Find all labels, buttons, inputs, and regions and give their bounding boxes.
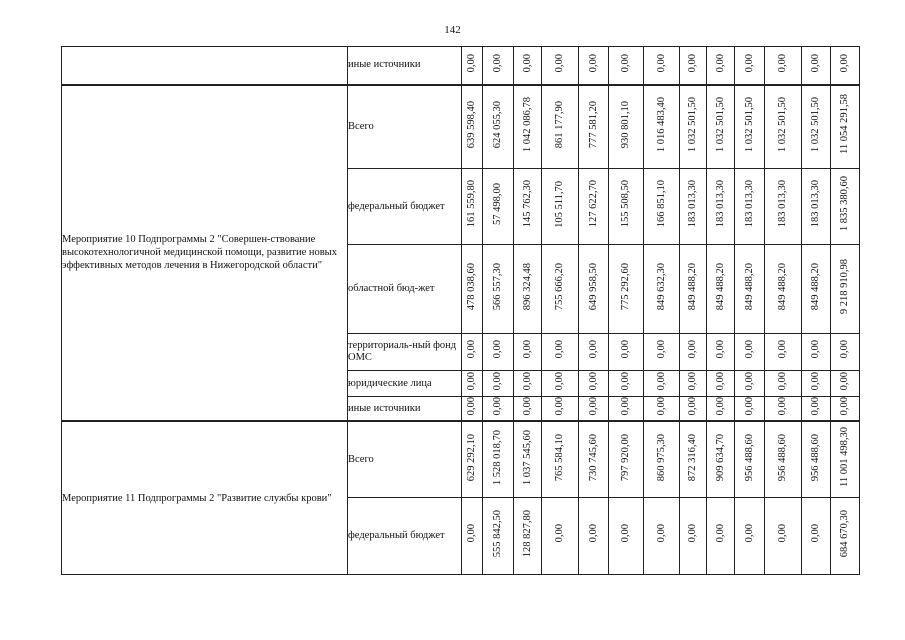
value-cell	[579, 85, 609, 169]
value-text: 0,00	[521, 340, 533, 359]
funding-source-cell	[348, 334, 462, 371]
value-text: 849 488,20	[714, 262, 726, 311]
value-cell	[579, 371, 609, 397]
value-text: 0,00	[777, 53, 788, 72]
value-cell	[765, 47, 802, 85]
value-cell	[680, 334, 707, 371]
value-cell	[831, 169, 860, 245]
value-text: 0,00	[839, 340, 850, 359]
value-text: 0,00	[655, 340, 667, 359]
value-text: 624 055,30	[492, 100, 503, 148]
value-text: 0,00	[554, 340, 565, 359]
value-text: 183 013,30	[777, 180, 788, 228]
value-text: 956 488,60	[777, 433, 788, 481]
value-text: 0,00	[521, 371, 533, 391]
funding-source-cell	[348, 245, 462, 334]
value-text: 1 042 086,78	[521, 96, 533, 152]
value-text: 0,00	[655, 397, 667, 416]
value-text: 0,00	[587, 340, 599, 359]
measure-title-cell	[62, 421, 348, 574]
value-text: 1 528 018,70	[492, 429, 503, 485]
value-cell	[831, 497, 860, 574]
funding-source-label: иные источники	[348, 59, 421, 71]
measure-title: Мероприятие 10 Подпрограммы 2 "Совершен-ствование высокотехнологичной медицинской помощи, развитие новых эффективных методов лечения в Нижегородской области"	[62, 234, 337, 272]
value-cell	[462, 245, 483, 334]
value-text: 1 032 501,50	[687, 96, 698, 152]
value-cell	[735, 497, 765, 574]
value-text: 1 032 501,50	[810, 96, 821, 152]
value-cell	[831, 397, 860, 422]
value-text: 684 670,30	[839, 509, 850, 557]
value-cell	[483, 169, 514, 245]
value-cell	[609, 245, 644, 334]
value-text: 155 508,50	[620, 180, 631, 228]
value-cell	[802, 371, 831, 397]
value-cell	[579, 47, 609, 85]
value-cell	[609, 497, 644, 574]
value-text: 1 835 380,60	[839, 176, 850, 232]
value-cell	[735, 47, 765, 85]
value-text: 183 013,30	[714, 180, 726, 228]
value-cell	[579, 334, 609, 371]
value-text: 0,00	[466, 397, 477, 416]
value-cell	[644, 421, 680, 497]
value-text: 849 488,20	[687, 262, 698, 311]
value-text: 166 851,10	[655, 180, 667, 228]
value-cell	[831, 334, 860, 371]
value-text: 555 842,50	[492, 509, 503, 557]
value-cell	[514, 397, 542, 422]
value-cell	[462, 334, 483, 371]
funding-source-label: иные источники	[348, 402, 421, 414]
value-cell	[707, 497, 735, 574]
value-text: 0,00	[839, 371, 850, 391]
value-cell	[802, 497, 831, 574]
value-cell	[462, 371, 483, 397]
funding-source-label: территориаль-ный фонд ОМС	[348, 340, 457, 363]
value-text: 861 177,90	[554, 100, 565, 148]
value-cell	[707, 421, 735, 497]
value-cell	[735, 245, 765, 334]
value-text: 127 622,70	[587, 180, 599, 228]
value-text: 183 013,30	[687, 180, 698, 228]
funding-source-label: федеральный бюджет	[348, 529, 445, 541]
value-cell	[735, 85, 765, 169]
value-cell	[707, 334, 735, 371]
value-cell	[765, 169, 802, 245]
value-cell	[483, 497, 514, 574]
value-text: 0,00	[655, 371, 667, 391]
value-cell	[765, 85, 802, 169]
value-cell	[707, 169, 735, 245]
value-cell	[514, 421, 542, 497]
value-text: 0,00	[810, 397, 821, 416]
value-text: 872 316,40	[687, 433, 698, 481]
value-text: 797 920,00	[620, 433, 631, 481]
value-cell	[542, 85, 579, 169]
value-text: 11 054 291,58	[839, 94, 850, 155]
value-cell	[831, 85, 860, 169]
value-text: 849 488,20	[810, 262, 821, 311]
funding-source-cell	[348, 47, 462, 85]
value-cell	[483, 397, 514, 422]
value-cell	[831, 371, 860, 397]
value-cell	[802, 85, 831, 169]
value-cell	[680, 371, 707, 397]
value-text: 0,00	[777, 524, 788, 543]
value-text: 0,00	[620, 340, 631, 359]
value-cell	[483, 421, 514, 497]
value-cell	[514, 334, 542, 371]
value-text: 765 584,10	[554, 433, 565, 481]
value-text: 0,00	[492, 340, 503, 359]
value-cell	[831, 245, 860, 334]
value-cell	[609, 85, 644, 169]
value-text: 1 032 501,50	[714, 96, 726, 152]
value-text: 0,00	[521, 53, 533, 72]
value-text: 11 001 498,30	[839, 427, 850, 488]
value-cell	[644, 85, 680, 169]
value-text: 0,00	[655, 524, 667, 543]
value-cell	[680, 421, 707, 497]
value-cell	[735, 397, 765, 422]
value-cell	[644, 169, 680, 245]
value-cell	[462, 497, 483, 574]
value-cell	[802, 245, 831, 334]
value-cell	[462, 397, 483, 422]
value-text: 0,00	[714, 340, 726, 359]
value-cell	[542, 371, 579, 397]
value-cell	[735, 334, 765, 371]
value-text: 0,00	[810, 524, 821, 543]
value-cell	[609, 421, 644, 497]
value-cell	[483, 245, 514, 334]
value-text: 0,00	[714, 371, 726, 391]
value-text: 860 975,30	[655, 433, 667, 481]
value-text: 0,00	[620, 371, 631, 391]
value-cell	[644, 397, 680, 422]
value-text: 0,00	[655, 53, 667, 72]
value-cell	[609, 169, 644, 245]
value-text: 0,00	[777, 340, 788, 359]
funding-source-cell	[348, 397, 462, 422]
value-cell	[644, 334, 680, 371]
value-cell	[707, 397, 735, 422]
value-text: 0,00	[554, 371, 565, 391]
value-text: 9 218 910,98	[839, 258, 850, 315]
funding-source-cell	[348, 371, 462, 397]
value-text: 0,00	[777, 397, 788, 416]
value-cell	[765, 245, 802, 334]
value-cell	[831, 47, 860, 85]
value-text: 57 498,00	[492, 183, 503, 225]
value-cell	[609, 334, 644, 371]
value-text: 0,00	[743, 340, 755, 359]
value-text: 1 037 545,60	[521, 429, 533, 485]
table-row	[62, 47, 860, 85]
value-text: 0,00	[587, 371, 599, 391]
funding-source-label: федеральный бюджет	[348, 200, 445, 212]
value-cell	[542, 397, 579, 422]
value-text: 1 032 501,50	[743, 96, 755, 152]
value-text: 183 013,30	[810, 180, 821, 228]
value-cell	[579, 497, 609, 574]
value-text: 0,00	[492, 371, 503, 391]
value-cell	[514, 371, 542, 397]
value-cell	[802, 169, 831, 245]
value-text: 0,00	[687, 371, 698, 391]
value-cell	[514, 47, 542, 85]
value-text: 0,00	[839, 53, 850, 72]
measure-title: Мероприятие 11 Подпрограммы 2 "Развитие службы крови"	[62, 492, 332, 504]
value-cell	[765, 334, 802, 371]
value-text: 0,00	[466, 340, 477, 359]
value-cell	[542, 245, 579, 334]
value-cell	[483, 47, 514, 85]
value-cell	[735, 371, 765, 397]
value-cell	[514, 497, 542, 574]
value-text: 0,00	[554, 53, 565, 72]
value-cell	[514, 245, 542, 334]
value-text: 0,00	[743, 371, 755, 391]
value-text: 0,00	[466, 53, 477, 72]
value-text: 0,00	[687, 397, 698, 416]
value-text: 0,00	[687, 53, 698, 72]
value-text: 0,00	[521, 397, 533, 416]
value-text: 755 666,20	[554, 262, 565, 311]
value-cell	[680, 397, 707, 422]
value-text: 956 488,60	[810, 433, 821, 481]
funding-source-label: областной бюд-жет	[348, 283, 435, 294]
value-text: 649 958,50	[587, 262, 599, 311]
value-cell	[542, 421, 579, 497]
value-text: 0,00	[687, 340, 698, 359]
value-cell	[542, 497, 579, 574]
value-cell	[802, 47, 831, 85]
value-cell	[765, 421, 802, 497]
value-text: 0,00	[587, 524, 599, 543]
value-text: 0,00	[743, 53, 755, 72]
value-text: 0,00	[554, 397, 565, 416]
value-text: 0,00	[777, 371, 788, 391]
table-row	[62, 85, 860, 169]
value-cell	[483, 85, 514, 169]
value-text: 0,00	[492, 397, 503, 416]
value-cell	[707, 371, 735, 397]
funding-source-cell	[348, 421, 462, 497]
funding-source-label: Всего	[348, 120, 374, 132]
value-cell	[579, 421, 609, 497]
value-cell	[542, 334, 579, 371]
value-text: 0,00	[466, 371, 477, 391]
value-cell	[514, 169, 542, 245]
funding-source-cell	[348, 85, 462, 169]
value-text: 777 581,20	[587, 100, 599, 148]
value-cell	[707, 47, 735, 85]
measure-title-cell	[62, 85, 348, 422]
value-text: 161 559,80	[466, 180, 477, 228]
value-text: 1 032 501,50	[777, 96, 788, 152]
value-text: 0,00	[687, 524, 698, 543]
value-cell	[462, 421, 483, 497]
value-cell	[680, 47, 707, 85]
value-text: 730 745,60	[587, 433, 599, 481]
budget-table	[61, 46, 860, 575]
value-text: 0,00	[810, 53, 821, 72]
value-cell	[579, 169, 609, 245]
value-cell	[542, 169, 579, 245]
value-text: 183 013,30	[743, 180, 755, 228]
value-text: 0,00	[743, 397, 755, 416]
value-cell	[680, 169, 707, 245]
value-text: 0,00	[587, 397, 599, 416]
value-cell	[462, 85, 483, 169]
value-cell	[802, 334, 831, 371]
value-cell	[483, 334, 514, 371]
value-text: 0,00	[743, 524, 755, 543]
value-text: 478 038,60	[466, 262, 477, 311]
value-text: 0,00	[466, 524, 477, 543]
value-text: 145 762,30	[521, 180, 533, 228]
value-cell	[735, 421, 765, 497]
funding-source-label: юридические лица	[348, 377, 432, 389]
value-cell	[765, 397, 802, 422]
value-cell	[609, 47, 644, 85]
value-cell	[609, 397, 644, 422]
value-text: 0,00	[620, 524, 631, 543]
value-cell	[680, 85, 707, 169]
value-cell	[765, 371, 802, 397]
value-text: 896 324,48	[521, 262, 533, 311]
value-cell	[579, 245, 609, 334]
value-text: 0,00	[620, 397, 631, 416]
value-cell	[542, 47, 579, 85]
funding-source-label: Всего	[348, 453, 374, 465]
value-text: 0,00	[587, 53, 599, 72]
value-cell	[644, 245, 680, 334]
value-text: 566 557,30	[492, 262, 503, 311]
value-cell	[483, 371, 514, 397]
value-text: 0,00	[714, 397, 726, 416]
value-cell	[609, 371, 644, 397]
value-cell	[680, 497, 707, 574]
value-cell	[707, 85, 735, 169]
value-text: 775 292,60	[620, 262, 631, 311]
funding-source-cell	[348, 497, 462, 574]
value-text: 0,00	[810, 340, 821, 359]
value-text: 956 488,60	[743, 433, 755, 481]
value-cell	[644, 371, 680, 397]
value-cell	[802, 421, 831, 497]
value-text: 849 488,20	[743, 262, 755, 311]
value-text: 1 016 483,40	[655, 96, 667, 152]
value-cell	[462, 169, 483, 245]
page-number: 142	[444, 24, 461, 36]
value-text: 849 488,20	[777, 262, 788, 311]
value-cell	[644, 497, 680, 574]
value-text: 0,00	[810, 371, 821, 391]
value-text: 0,00	[492, 53, 503, 72]
value-text: 0,00	[554, 524, 565, 543]
value-text: 639 598,40	[466, 100, 477, 148]
value-text: 629 292,10	[466, 433, 477, 481]
value-cell	[462, 47, 483, 85]
value-cell	[680, 245, 707, 334]
value-cell	[735, 169, 765, 245]
value-cell	[765, 497, 802, 574]
value-text: 128 827,80	[521, 509, 533, 557]
value-text: 930 801,10	[620, 100, 631, 148]
value-text: 105 511,70	[554, 180, 565, 228]
value-cell	[579, 397, 609, 422]
value-text: 0,00	[620, 53, 631, 72]
value-cell	[514, 85, 542, 169]
funding-source-cell	[348, 169, 462, 245]
value-text: 0,00	[714, 524, 726, 543]
value-cell	[707, 245, 735, 334]
value-cell	[644, 47, 680, 85]
value-text: 909 634,70	[714, 433, 726, 481]
value-cell	[831, 421, 860, 497]
value-text: 0,00	[839, 397, 850, 416]
table-row	[62, 421, 860, 497]
empty-measure-cell	[62, 47, 348, 85]
value-text: 0,00	[714, 53, 726, 72]
value-cell	[802, 397, 831, 422]
value-text: 849 632,30	[655, 262, 667, 311]
